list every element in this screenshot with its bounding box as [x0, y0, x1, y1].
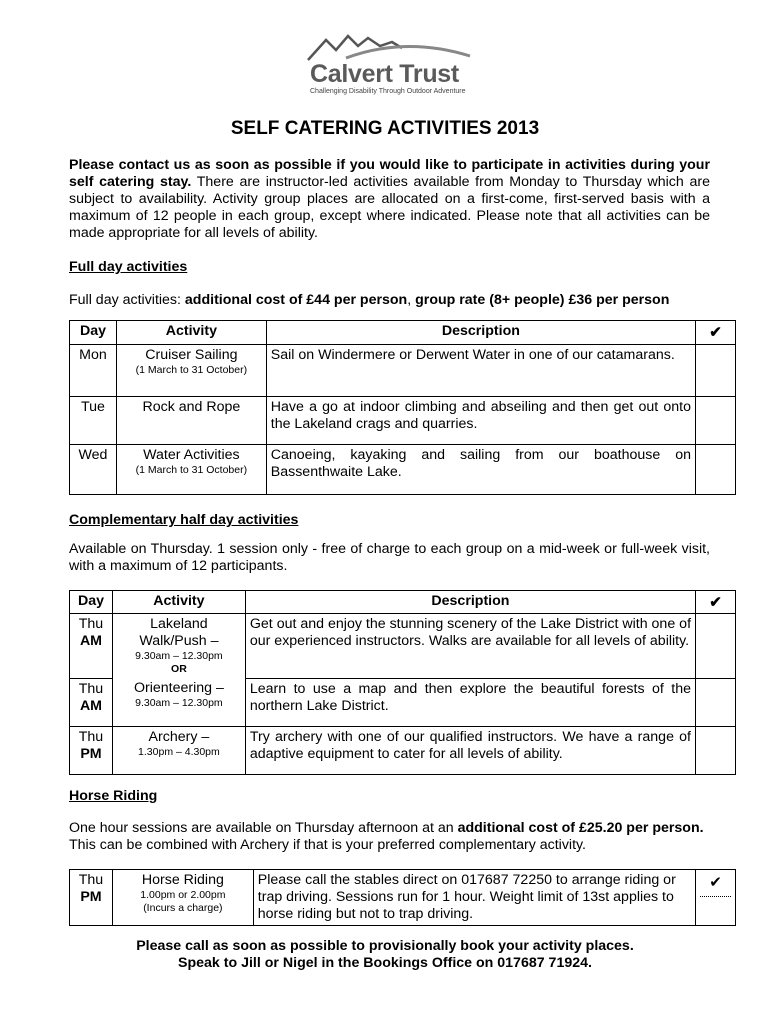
row-activity [116, 397, 266, 445]
half-day-text: Available on Thursday. 1 session only - free of charge to each group on a mid-week or full-week visit, with a maximum of 12 participants. [69, 541, 710, 574]
row-activity [112, 870, 253, 926]
header-description: Description [245, 591, 695, 614]
table-row [70, 614, 736, 679]
horse-riding-table [69, 869, 736, 926]
row-day [70, 678, 113, 726]
half-day-heading: Complementary half day activities [69, 512, 299, 528]
activity-time: 9.30am – 12.30pm [135, 650, 223, 662]
horse-text-1: One hour sessions are available on Thursday afternoon at an [69, 820, 458, 836]
full-day-cost [69, 292, 710, 309]
intro-text: There are instructor-led activities available from Monday to Thursday which are subject to availability. Activity group places are allocated on a first-come, first-served basis with a maximum of 12 people in each group, except where indicated. Please note that all activities can be made appropriate for all levels of ability. [69, 174, 710, 241]
footer-line-2: Speak to Jill or Nigel in the Bookings Office on 017687 71924. [178, 955, 592, 971]
logo-name: Calvert Trust [310, 60, 459, 88]
row-day [70, 726, 113, 774]
logo-tagline: Challenging Disability Through Outdoor Adventure [310, 88, 466, 95]
header-description: Description [266, 321, 695, 345]
row-checkbox[interactable] [696, 726, 736, 774]
day-period: AM [79, 633, 103, 649]
header-check [696, 321, 736, 345]
footer-line-1: Please call as soon as possible to provisionally book your activity places. [136, 938, 634, 954]
table-row [70, 678, 736, 726]
calvert-trust-logo [298, 30, 478, 100]
activity-note: (1 March to 31 October) [135, 464, 248, 476]
day-label: Thu [78, 680, 104, 697]
activity-note: (Incurs a charge) [143, 902, 223, 914]
row-day: Mon [70, 345, 117, 397]
row-description: Please call the stables direct on 017687 72250 to arrange riding or trap driving. Sessions run for 1 hour. Weight limit of 13st applies to horse riding but not to trap driving. [253, 870, 695, 926]
activity-name: Rock and Rope [142, 399, 241, 415]
row-description: Learn to use a map and then explore the beautiful forests of the northern Lake District. [245, 678, 695, 726]
table-row [70, 397, 736, 445]
activity-name: Water Activities [143, 447, 240, 463]
page-title: SELF CATERING ACTIVITIES 2013 [230, 118, 540, 139]
activity-or: OR [171, 663, 187, 675]
row-description: Get out and enjoy the stunning scenery of the Lake District with one of our experienced instructors. Walks are available for all levels of ability. [245, 614, 695, 679]
row-checkbox[interactable] [696, 345, 736, 397]
row-day [70, 614, 113, 679]
row-checkbox[interactable] [696, 397, 736, 445]
check-icon: ✔ [709, 324, 722, 341]
row-description: Try archery with one of our qualified instructors. We have a range of adaptive equipment to cater for all levels of ability. [245, 726, 695, 774]
full-day-cost-person: additional cost of £44 per person [184, 292, 408, 308]
table-row [70, 445, 736, 495]
intro-paragraph [69, 157, 710, 242]
mountains-icon [306, 30, 471, 62]
activity-name: Archery – [148, 728, 210, 745]
horse-text-bold: additional cost of £25.20 per person. [457, 820, 704, 836]
activity-name: Horse Riding [141, 872, 224, 888]
horse-text-2: This can be combined with Archery if that is your preferred complementary activity. [69, 837, 587, 853]
day-label: Thu [78, 872, 104, 888]
table-row [70, 870, 736, 926]
row-checkbox[interactable] [696, 678, 736, 726]
footer-note [0, 938, 770, 972]
activity-time: 1.00pm or 2.00pm [140, 889, 226, 901]
table-header-row [70, 321, 736, 345]
full-day-table [69, 320, 736, 495]
row-description: Sail on Windermere or Derwent Water in one of our catamarans. [266, 345, 695, 397]
table-row [70, 345, 736, 397]
horse-riding-text [69, 820, 710, 854]
header-day: Day [70, 591, 113, 614]
row-activity [112, 614, 245, 679]
full-day-heading: Full day activities [69, 259, 188, 275]
row-day: Wed [70, 445, 117, 495]
activity-note: (1 March to 31 October) [135, 364, 248, 376]
header-check [696, 591, 736, 614]
check-icon: ✔ [709, 594, 722, 611]
day-label: Thu [78, 728, 104, 745]
row-day [70, 870, 113, 926]
row-description: Canoeing, kayaking and sailing from our boathouse on Bassenthwaite Lake. [266, 445, 695, 495]
half-day-table [69, 590, 736, 775]
table-row [70, 726, 736, 774]
full-day-cost-group: group rate (8+ people) £36 per person [415, 292, 670, 308]
row-checkbox[interactable] [696, 614, 736, 679]
row-activity [112, 678, 245, 726]
day-period: AM [79, 697, 103, 714]
activity-time: 9.30am – 12.30pm [135, 697, 223, 709]
header-day: Day [70, 321, 117, 345]
day-label: Thu [78, 616, 104, 632]
check-icon: ✔ [709, 874, 722, 891]
day-period: PM [80, 745, 102, 762]
activity-time: 1.30pm – 4.30pm [138, 745, 220, 758]
full-day-cost-prefix: Full day activities: [69, 292, 185, 308]
row-checkbox[interactable] [696, 870, 736, 926]
row-description: Have a go at indoor climbing and abseiling and then get out onto the Lakeland crags and quarries. [266, 397, 695, 445]
activity-name: Lakeland Walk/Push – [139, 616, 219, 649]
full-day-cost-sep: , [407, 292, 416, 308]
header-activity: Activity [112, 591, 245, 614]
row-activity [116, 445, 266, 495]
intro-bold: Please contact us as soon as possible if you would like to participate in activities during your self catering stay. [69, 157, 710, 190]
row-day: Tue [70, 397, 117, 445]
horse-riding-heading: Horse Riding [69, 788, 158, 804]
row-checkbox[interactable] [696, 445, 736, 495]
activity-name: Cruiser Sailing [145, 347, 238, 363]
row-activity [116, 345, 266, 397]
header-activity: Activity [116, 321, 266, 345]
table-header-row [70, 591, 736, 614]
activity-name: Orienteering – [133, 680, 224, 696]
row-activity [112, 726, 245, 774]
day-period: PM [80, 889, 102, 905]
